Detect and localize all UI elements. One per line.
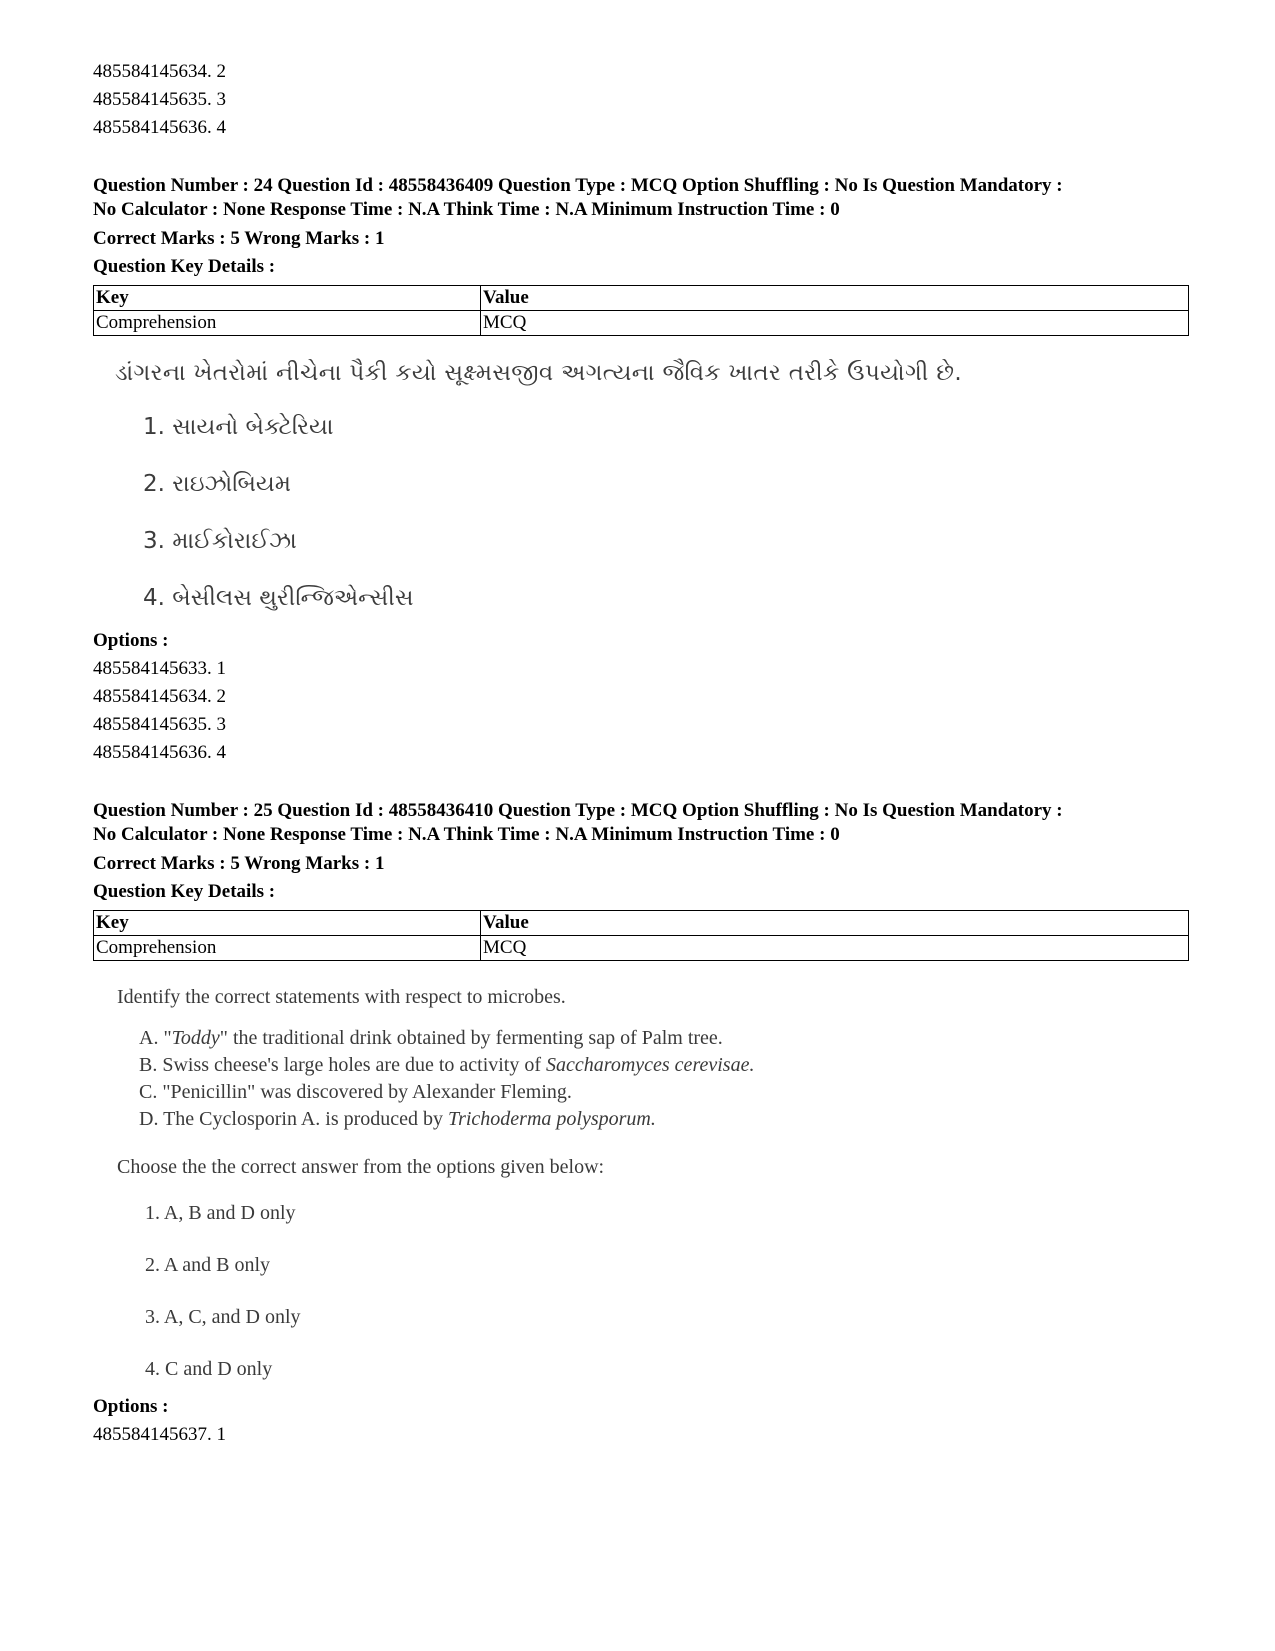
question-option: 1. A, B and D only — [145, 1202, 296, 1224]
key-cell: Comprehension — [94, 311, 481, 336]
option-line: 485584145636. 4 — [93, 117, 226, 138]
question-meta-line2: No Calculator : None Response Time : N.A Think Time : N.A Minimum Instruction Time : 0 — [93, 824, 840, 845]
option-line: 485584145636. 4 — [93, 742, 226, 763]
question-24 — [93, 174, 1189, 767]
options-label: Options : — [93, 630, 169, 651]
statement-d: D. The Cyclosporin A. is produced by Trichoderma polysporum. — [139, 1108, 656, 1130]
table-row — [94, 936, 1189, 961]
option-line: 485584145635. 3 — [93, 714, 226, 735]
question-option: 2. રાઇઝોબિયમ — [143, 471, 292, 497]
question-key-details-label: Question Key Details : — [93, 256, 276, 277]
option-line: 485584145634. 2 — [93, 686, 226, 707]
question-option: 4. C and D only — [145, 1358, 273, 1380]
key-header: Key — [94, 286, 481, 311]
value-cell: MCQ — [481, 936, 1189, 961]
question-meta-line2: No Calculator : None Response Time : N.A Think Time : N.A Minimum Instruction Time : 0 — [93, 199, 840, 220]
statement-a: A. "Toddy" the traditional drink obtained by fermenting sap of Palm tree. — [139, 1027, 723, 1049]
options-label: Options : — [93, 1396, 169, 1417]
question-option: 3. A, C, and D only — [145, 1306, 301, 1328]
question-option: 1. સાયનો બેક્ટેરિયા — [143, 414, 334, 440]
question-meta-line1: Question Number : 25 Question Id : 48558436410 Question Type : MCQ Option Shuffling : No Is Question Mandatory : — [93, 800, 1063, 821]
option-line: 485584145635. 3 — [93, 89, 226, 110]
document-page — [93, 58, 1189, 1449]
value-header: Value — [481, 286, 1189, 311]
statement-c: C. "Penicillin" was discovered by Alexander Fleming. — [139, 1081, 572, 1103]
key-cell: Comprehension — [94, 936, 481, 961]
choose-text: Choose the the correct answer from the options given below: — [117, 1156, 605, 1178]
question-marks: Correct Marks : 5 Wrong Marks : 1 — [93, 228, 385, 249]
question-key-table — [93, 910, 1189, 961]
question-option: 2. A and B only — [145, 1254, 271, 1276]
question-25 — [93, 799, 1189, 1449]
question-option: 3. માઈકોરાઈઝા — [143, 528, 297, 554]
table-header-row — [94, 286, 1189, 311]
question-meta-line1: Question Number : 24 Question Id : 48558436409 Question Type : MCQ Option Shuffling : No Is Question Mandatory : — [93, 175, 1063, 196]
option-line: 485584145634. 2 — [93, 61, 226, 82]
question-option: 4. બેસીલસ થુરીન્જિએન્સીસ — [143, 585, 414, 611]
value-header: Value — [481, 911, 1189, 936]
value-cell: MCQ — [481, 311, 1189, 336]
question-stem: Identify the correct statements with respect to microbes. — [117, 986, 566, 1008]
table-row — [94, 311, 1189, 336]
question-text: ડાંગરના ખેતરોમાં નીચેના પૈકી કયો સૂક્ષ્મસજીવ અગત્યના જૈવિક ખાતર તરીકે ઉપયોગી છે. — [115, 360, 962, 386]
statement-b: B. Swiss cheese's large holes are due to activity of Saccharomyces cerevisae. — [139, 1054, 755, 1076]
previous-question-options — [93, 58, 1189, 142]
key-header: Key — [94, 911, 481, 936]
table-header-row — [94, 911, 1189, 936]
question-marks: Correct Marks : 5 Wrong Marks : 1 — [93, 853, 385, 874]
question-image — [93, 336, 1189, 627]
question-image — [93, 961, 1189, 1393]
option-line: 485584145633. 1 — [93, 658, 226, 679]
question-key-table — [93, 285, 1189, 336]
option-line: 485584145637. 1 — [93, 1424, 226, 1445]
question-key-details-label: Question Key Details : — [93, 881, 276, 902]
